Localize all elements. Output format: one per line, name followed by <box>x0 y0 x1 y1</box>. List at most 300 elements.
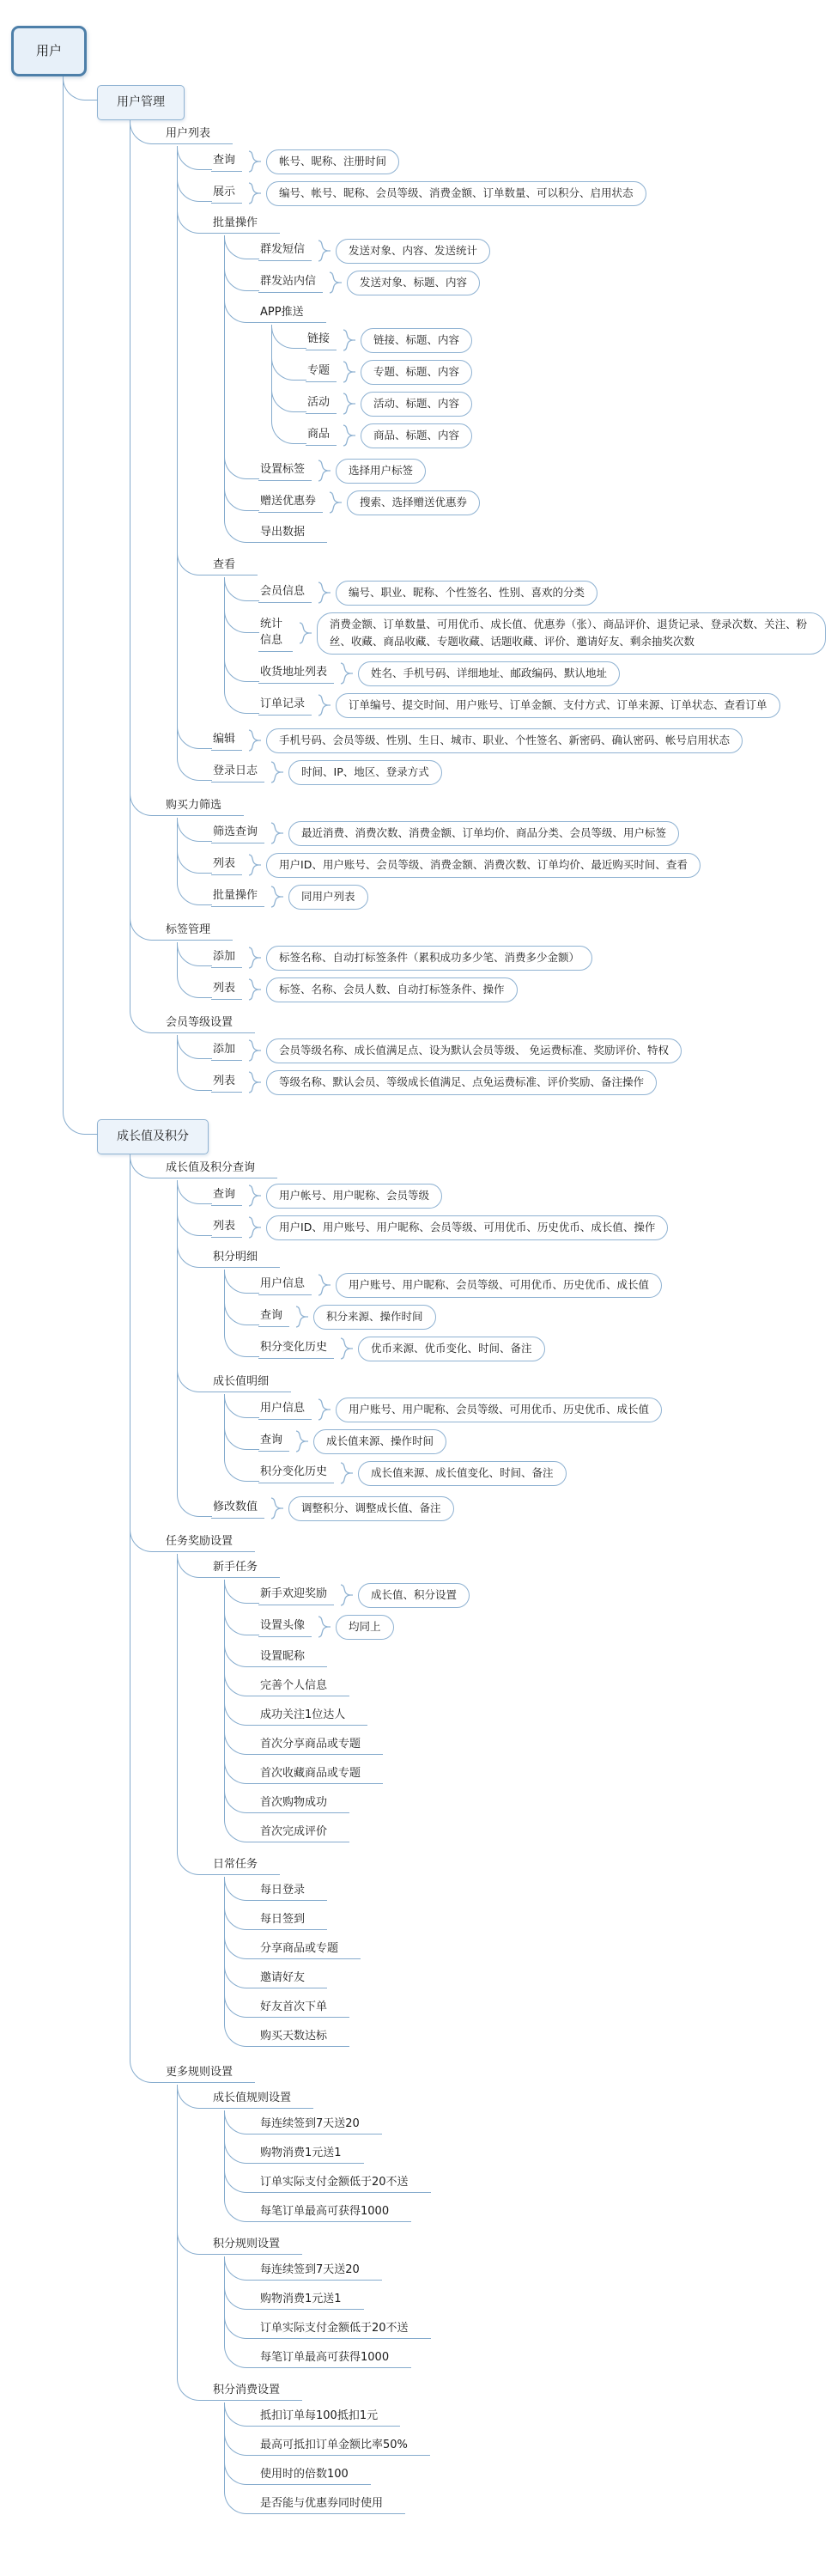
topic-label[interactable]: 标签管理 <box>164 921 233 941</box>
topic-label[interactable]: 成功关注1位达人 <box>258 1706 367 1726</box>
summary-brace-icon <box>317 694 331 716</box>
detail-pill[interactable]: 帐号、昵称、注册时间 <box>266 149 399 174</box>
detail-pill[interactable]: 用户ID、用户账号、会员等级、消费金额、消费次数、订单均价、最近购买时间、查看 <box>266 853 701 878</box>
detail-pill[interactable]: 活动、标题、内容 <box>361 392 472 417</box>
topic-label[interactable]: 每笔订单最高可获得1000 <box>258 2348 411 2369</box>
topic-row <box>164 795 826 818</box>
topic-row <box>211 885 826 910</box>
topic-label[interactable]: 导出数据 <box>258 523 327 544</box>
summary-brace-icon <box>270 761 283 783</box>
detail-pill[interactable]: 同用户列表 <box>288 885 368 910</box>
topic-row <box>211 181 826 206</box>
topic-label[interactable]: 更多规则设置 <box>164 2063 255 2084</box>
summary-brace-icon <box>247 182 261 204</box>
topic-node <box>306 388 826 420</box>
topic-label[interactable]: 批量操作 <box>211 214 280 234</box>
summary-brace-icon <box>247 1216 261 1239</box>
summary-brace-icon <box>339 662 353 685</box>
topic-children <box>258 2110 826 2227</box>
topic-label[interactable]: 购买天数达标 <box>258 2027 349 2048</box>
topic-node <box>211 850 826 881</box>
detail-pill[interactable]: 积分来源、操作时间 <box>313 1305 436 1330</box>
detail-pill[interactable]: 成长值来源、操作时间 <box>313 1429 446 1454</box>
topic-label[interactable]: 用户管理 <box>97 85 185 120</box>
topic-node <box>306 356 826 388</box>
topic-row <box>211 760 826 785</box>
topic-node <box>258 2023 826 2052</box>
topic-children <box>211 1180 826 1525</box>
topic-row <box>258 2172 826 2195</box>
topic-node <box>258 1394 826 1426</box>
topic-label[interactable]: 订单记录 <box>258 695 312 716</box>
topic-label[interactable]: 用户列表 <box>164 125 233 145</box>
summary-brace-icon <box>247 854 261 876</box>
topic-label[interactable]: 查看 <box>211 556 258 576</box>
detail-pill[interactable]: 商品、标题、内容 <box>361 423 472 448</box>
topic-row <box>306 423 826 448</box>
topic-row <box>211 1070 826 1095</box>
summary-brace-icon <box>270 886 283 908</box>
topic-label[interactable]: 专题 <box>306 362 337 382</box>
summary-brace-icon <box>247 978 261 1001</box>
topic-label[interactable]: APP推送 <box>258 303 326 324</box>
topic-label[interactable]: 查询 <box>258 1431 289 1452</box>
topic-children <box>164 1154 826 2526</box>
topic-row <box>258 1305 826 1330</box>
topic-row <box>258 1676 826 1698</box>
topic-row <box>211 1854 826 1877</box>
topic-node <box>258 1877 826 1906</box>
topic-label[interactable]: 成长值规则设置 <box>211 2089 313 2110</box>
topic-label[interactable]: 好友首次下单 <box>258 1998 349 2019</box>
summary-brace-icon <box>270 1497 283 1519</box>
topic-row <box>306 392 826 417</box>
topic-node <box>258 1426 826 1458</box>
topic-row <box>258 1583 826 1608</box>
topic-label[interactable]: 添加 <box>211 1040 242 1061</box>
topic-label[interactable]: 查询 <box>211 1185 242 1206</box>
topic-node <box>258 1818 826 1848</box>
detail-pill[interactable]: 编号、帐号、昵称、会员等级、消费金额、订单数量、可以积分、启用状态 <box>266 181 646 206</box>
topic-row <box>258 2143 826 2165</box>
topic-label[interactable]: 成长值及积分 <box>97 1119 209 1154</box>
topic-node <box>211 2231 826 2377</box>
topic-row <box>258 1822 826 1844</box>
topic-node <box>306 420 826 452</box>
topic-node <box>211 1368 826 1493</box>
topic-children <box>258 235 826 548</box>
topic-row <box>211 1184 826 1209</box>
topic-row <box>258 1793 826 1815</box>
summary-brace-icon <box>270 822 283 844</box>
topic-label[interactable]: 分享商品或专题 <box>258 1940 361 1960</box>
topic-row <box>258 1273 826 1298</box>
topic-node <box>258 1458 826 1489</box>
branch-topic <box>97 76 826 1111</box>
topic-node <box>211 1067 826 1099</box>
topic-label[interactable]: 添加 <box>211 947 242 968</box>
topic-label[interactable]: 积分规则设置 <box>211 2235 302 2256</box>
topic-node <box>258 2461 826 2490</box>
topic-label[interactable]: 每日登录 <box>258 1881 327 1902</box>
topic-node <box>211 1851 826 2055</box>
topic-label[interactable]: 修改数值 <box>211 1498 264 1519</box>
topic-label[interactable]: 查询 <box>211 151 242 172</box>
topic-row <box>164 2062 826 2085</box>
topic-node <box>258 2402 826 2432</box>
summary-brace-icon <box>328 491 342 514</box>
detail-pill[interactable]: 最近消费、消费次数、消费金额、订单均价、商品分类、会员等级、用户标签 <box>288 821 679 846</box>
topic-row <box>258 490 826 515</box>
topic-node <box>211 881 826 913</box>
topic-label[interactable]: 筛选查询 <box>211 823 264 843</box>
detail-pill[interactable]: 手机号码、会员等级、性别、生日、城市、职业、个性签名、新密码、确认密码、帐号启用状态 <box>266 728 743 753</box>
topic-row <box>211 1496 826 1521</box>
topic-label[interactable]: 购买力筛选 <box>164 796 244 817</box>
detail-pill[interactable]: 等级名称、默认会员、等级成长值满足、点免运费标准、评价奖励、备注操作 <box>266 1070 657 1095</box>
topic-children <box>258 2402 826 2519</box>
topic-node <box>211 1035 826 1067</box>
topic-label[interactable]: 邀请好友 <box>258 1969 327 1989</box>
topic-row <box>258 1909 826 1932</box>
topic-node <box>258 455 826 487</box>
topic-row <box>211 2088 826 2110</box>
detail-pill[interactable]: 标签名称、自动打标签条件（累积成功多少笔、消费多少金额） <box>266 946 592 971</box>
topic-node <box>258 609 826 658</box>
summary-brace-icon <box>328 271 342 294</box>
topic-node <box>258 2140 826 2169</box>
detail-pill[interactable]: 订单编号、提交时间、用户账号、订单金额、支付方式、订单来源、订单状态、查看订单 <box>336 693 780 718</box>
topic-label[interactable]: 积分变化历史 <box>258 1338 334 1359</box>
summary-brace-icon <box>247 1039 261 1062</box>
topic-node <box>258 2286 826 2315</box>
summary-brace-icon <box>342 329 355 351</box>
summary-brace-icon <box>247 729 261 752</box>
topic-row <box>164 1158 826 1180</box>
topic-children <box>306 325 826 452</box>
topic-node <box>164 792 826 917</box>
topic-node <box>258 1935 826 1964</box>
topic-label[interactable]: 会员信息 <box>258 582 312 603</box>
topic-label[interactable]: 查询 <box>258 1306 289 1327</box>
topic-node <box>258 1611 826 1643</box>
topic-label[interactable]: 新手任务 <box>211 1558 280 1579</box>
topic-label[interactable]: 群发站内信 <box>258 272 323 293</box>
topic-label[interactable]: 每笔订单最高可获得1000 <box>258 2202 411 2223</box>
topic-label[interactable]: 用户信息 <box>258 1275 312 1295</box>
detail-pill[interactable]: 标签、名称、会员人数、自动打标签条件、操作 <box>266 977 518 1002</box>
topic-row <box>258 2464 826 2487</box>
topic-label[interactable]: 首次分享商品或专题 <box>258 1735 383 1756</box>
topic-row <box>211 1038 826 1063</box>
topic-label[interactable]: 首次收藏商品或专题 <box>258 1764 383 1785</box>
topic-node <box>211 2377 826 2523</box>
topic-row <box>164 1013 826 1035</box>
topic-node <box>258 487 826 519</box>
detail-pill[interactable]: 用户账号、用户昵称、会员等级、可用优币、历史优币、成长值 <box>336 1273 662 1298</box>
topic-node <box>258 2432 826 2461</box>
topic-row <box>211 1557 826 1580</box>
topic-row <box>11 26 826 76</box>
topic-node <box>258 2315 826 2344</box>
detail-pill[interactable]: 链接、标题、内容 <box>361 328 472 353</box>
topic-row <box>258 693 826 718</box>
topic-label[interactable]: 抵扣订单每100抵扣1元 <box>258 2407 400 2427</box>
topic-node <box>211 551 826 725</box>
topic-label[interactable]: 活动 <box>306 393 337 414</box>
topic-node <box>164 2059 826 2526</box>
topic-node <box>258 1672 826 1702</box>
summary-brace-icon <box>247 947 261 969</box>
topic-node <box>258 1731 826 1760</box>
topic-label[interactable]: 会员等级设置 <box>164 1014 255 1034</box>
summary-brace-icon <box>317 1274 331 1296</box>
topic-label[interactable]: 编辑 <box>211 730 242 751</box>
topic-row <box>211 2380 826 2402</box>
detail-pill[interactable]: 选择用户标签 <box>336 459 426 484</box>
detail-pill[interactable]: 用户账号、用户昵称、会员等级、可用优币、历史优币、成长值 <box>336 1398 662 1422</box>
topic-node <box>258 2110 826 2140</box>
topic-row <box>211 728 826 753</box>
topic-node <box>211 974 826 1006</box>
topic-node <box>258 1301 826 1333</box>
topic-row <box>211 149 826 174</box>
topic-row <box>306 360 826 385</box>
branch-topic <box>97 1111 826 2535</box>
topic-node <box>258 658 826 690</box>
topic-label[interactable]: 积分明细 <box>211 1248 280 1269</box>
topic-label[interactable]: 收货地址列表 <box>258 663 334 684</box>
topic-node <box>164 1009 826 1102</box>
root-topic <box>11 26 826 2542</box>
topic-label[interactable]: 列表 <box>211 979 242 1000</box>
topic-label[interactable]: 列表 <box>211 855 242 875</box>
topic-node <box>211 1244 826 1368</box>
topic-row <box>258 239 826 264</box>
topic-node <box>258 2344 826 2373</box>
topic-label[interactable]: 订单实际支付金额低于20不送 <box>258 2173 431 2194</box>
topic-node <box>258 1789 826 1818</box>
topic-row <box>211 1372 826 1394</box>
summary-brace-icon <box>342 424 355 447</box>
detail-pill[interactable]: 姓名、手机号码、详细地址、邮政编码、默认地址 <box>358 661 620 686</box>
summary-brace-icon <box>247 1184 261 1207</box>
topic-node <box>258 519 826 548</box>
topic-row <box>258 1647 826 1669</box>
topic-node <box>211 942 826 974</box>
topic-label[interactable]: 最高可抵扣订单金额比率50% <box>258 2436 430 2457</box>
topic-label[interactable]: 成长值及积分查询 <box>164 1159 277 1179</box>
topic-node <box>211 146 826 178</box>
detail-pill[interactable]: 用户ID、用户账号、用户昵称、会员等级、可用优币、历史优币、成长值、操作 <box>266 1215 668 1240</box>
topic-node <box>164 1154 826 1528</box>
topic-row <box>258 2348 826 2370</box>
topic-label[interactable]: 首次完成评价 <box>258 1823 349 1843</box>
topic-label[interactable]: 每连续签到7天送20 <box>258 2261 382 2281</box>
topic-label[interactable]: 成长值明细 <box>211 1373 291 1393</box>
detail-pill[interactable]: 会员等级名称、成长值满足点、设为默认会员等级、 免运费标准、奖励评价、特权 <box>266 1038 682 1063</box>
detail-pill[interactable]: 调整积分、调整成长值、备注 <box>288 1496 454 1521</box>
topic-node <box>211 2085 826 2231</box>
topic-children <box>258 1580 826 1848</box>
topic-children <box>258 2256 826 2373</box>
topic-label[interactable]: 任务奖励设置 <box>164 1532 255 1553</box>
topic-row <box>258 1880 826 1903</box>
topic-row <box>211 555 826 577</box>
topic-children <box>211 1554 826 2055</box>
topic-children <box>211 146 826 789</box>
topic-node <box>258 1580 826 1611</box>
topic-node <box>258 1906 826 1935</box>
topic-label[interactable]: 使用时的倍数100 <box>258 2465 371 2486</box>
summary-brace-icon <box>317 240 331 262</box>
topic-node <box>306 325 826 356</box>
topic-node <box>258 235 826 267</box>
topic-row <box>211 1247 826 1270</box>
topic-row <box>258 2435 826 2457</box>
topic-label[interactable]: 新手欢迎奖励 <box>258 1585 334 1605</box>
summary-brace-icon <box>247 1071 261 1093</box>
topic-node <box>258 1702 826 1731</box>
topic-row <box>258 271 826 295</box>
topic-node <box>258 1643 826 1672</box>
topic-label[interactable]: 购物消费1元送1 <box>258 2144 364 2165</box>
topic-row <box>258 661 826 686</box>
topic-row <box>258 2201 826 2224</box>
topic-label[interactable]: 链接 <box>306 330 337 350</box>
detail-pill[interactable]: 专题、标题、内容 <box>361 360 472 385</box>
summary-brace-icon <box>317 460 331 482</box>
topic-row <box>97 85 826 120</box>
topic-row <box>211 2234 826 2256</box>
topic-row <box>164 1532 826 1554</box>
detail-pill[interactable]: 发送对象、内容、发送统计 <box>336 239 490 264</box>
topic-row <box>258 1429 826 1454</box>
summary-brace-icon <box>294 1306 308 1328</box>
topic-label[interactable]: 批量操作 <box>211 886 264 907</box>
topic-row <box>258 1705 826 1727</box>
topic-node <box>211 725 826 757</box>
topic-label[interactable]: 设置头像 <box>258 1617 312 1637</box>
topic-label[interactable]: 展示 <box>211 183 242 204</box>
detail-pill[interactable]: 编号、职业、昵称、个性签名、性别、喜欢的分类 <box>336 581 597 606</box>
topic-node <box>258 2256 826 2286</box>
summary-brace-icon <box>342 393 355 415</box>
topic-node <box>211 178 826 210</box>
summary-brace-icon <box>339 1462 353 1484</box>
topic-node <box>258 299 826 455</box>
topic-label[interactable]: 列表 <box>211 1072 242 1093</box>
topic-children <box>258 1877 826 2052</box>
topic-row <box>258 1615 826 1640</box>
topic-row <box>258 1461 826 1486</box>
topic-label[interactable]: 设置标签 <box>258 460 312 481</box>
topic-label[interactable]: 用户信息 <box>258 1399 312 1420</box>
topic-label[interactable]: 赠送优惠券 <box>258 492 323 513</box>
topic-row <box>258 1968 826 1990</box>
topic-row <box>258 459 826 484</box>
topic-label[interactable]: 统计信息 <box>258 615 293 652</box>
detail-pill[interactable]: 成长值、积分设置 <box>358 1583 470 1608</box>
topic-children <box>211 1035 826 1099</box>
topic-row <box>258 1398 826 1422</box>
topic-label[interactable]: 是否能与优惠券同时使用 <box>258 2494 405 2515</box>
detail-pill[interactable]: 成长值来源、成长值变化、时间、备注 <box>358 1461 567 1486</box>
topic-row <box>211 821 826 846</box>
topic-label[interactable]: 订单实际支付金额低于20不送 <box>258 2319 431 2340</box>
detail-pill[interactable]: 发送对象、标题、内容 <box>347 271 480 295</box>
summary-brace-icon <box>339 1584 353 1606</box>
topic-row <box>258 1997 826 2019</box>
topic-row <box>211 853 826 878</box>
topic-label[interactable]: 购物消费1元送1 <box>258 2290 364 2311</box>
topic-row <box>97 1119 826 1154</box>
topic-node <box>258 1333 826 1365</box>
topic-label[interactable]: 每连续签到7天送20 <box>258 2115 382 2135</box>
topic-row <box>258 1763 826 1786</box>
topic-row <box>258 612 826 655</box>
topic-node <box>258 2169 826 2198</box>
topic-row <box>258 2318 826 2341</box>
topic-children <box>258 1394 826 1489</box>
topic-children <box>97 76 826 2535</box>
topic-row <box>258 1734 826 1757</box>
topic-children <box>211 2085 826 2523</box>
topic-node <box>211 210 826 551</box>
topic-children <box>211 818 826 913</box>
topic-node <box>258 577 826 609</box>
topic-label[interactable]: 设置昵称 <box>258 1647 327 1668</box>
detail-pill[interactable]: 消费金额、订单数量、可用优币、成长值、优惠券（张）、商品评价、退货记录、登录次数、关注、粉丝、收藏、商品收藏、专题收藏、话题收藏、评价、邀请好友、剩余抽奖次数 <box>317 612 826 655</box>
topic-label[interactable]: 积分变化历史 <box>258 1463 334 1483</box>
topic-label[interactable]: 积分消费设置 <box>211 2381 302 2402</box>
summary-brace-icon <box>317 1616 331 1638</box>
summary-brace-icon <box>247 150 261 173</box>
topic-children <box>258 1270 826 1365</box>
topic-row <box>211 1215 826 1240</box>
topic-row <box>306 328 826 353</box>
topic-node <box>211 1180 826 1212</box>
topic-row <box>258 302 826 325</box>
topic-label[interactable]: 首次购物成功 <box>258 1793 349 1814</box>
detail-pill[interactable]: 均同上 <box>336 1615 394 1640</box>
detail-pill[interactable]: 用户帐号、用户昵称、会员等级 <box>266 1184 442 1209</box>
topic-node <box>164 917 826 1009</box>
topic-node <box>258 1994 826 2023</box>
topic-label[interactable]: 登录日志 <box>211 762 264 783</box>
detail-pill[interactable]: 搜索、选择赠送优惠券 <box>347 490 480 515</box>
summary-brace-icon <box>342 361 355 383</box>
topic-row <box>258 1337 826 1361</box>
topic-node <box>258 690 826 722</box>
topic-label[interactable]: 列表 <box>211 1217 242 1238</box>
topic-label[interactable]: 群发短信 <box>258 241 312 261</box>
summary-brace-icon <box>339 1337 353 1360</box>
topic-label[interactable]: 完善个人信息 <box>258 1677 349 1697</box>
topic-children <box>164 120 826 1102</box>
topic-node <box>258 2198 826 2227</box>
topic-label[interactable]: 用户 <box>11 26 87 76</box>
topic-label[interactable]: 每日签到 <box>258 1910 327 1931</box>
topic-row <box>258 2114 826 2136</box>
detail-pill[interactable]: 时间、IP、地区、登录方式 <box>288 760 442 785</box>
topic-label[interactable]: 日常任务 <box>211 1855 280 1876</box>
topic-row <box>211 213 826 235</box>
topic-node <box>164 120 826 792</box>
topic-label[interactable]: 商品 <box>306 425 337 446</box>
topic-row <box>258 522 826 545</box>
detail-pill[interactable]: 优币来源、优币变化、时间、备注 <box>358 1337 545 1361</box>
